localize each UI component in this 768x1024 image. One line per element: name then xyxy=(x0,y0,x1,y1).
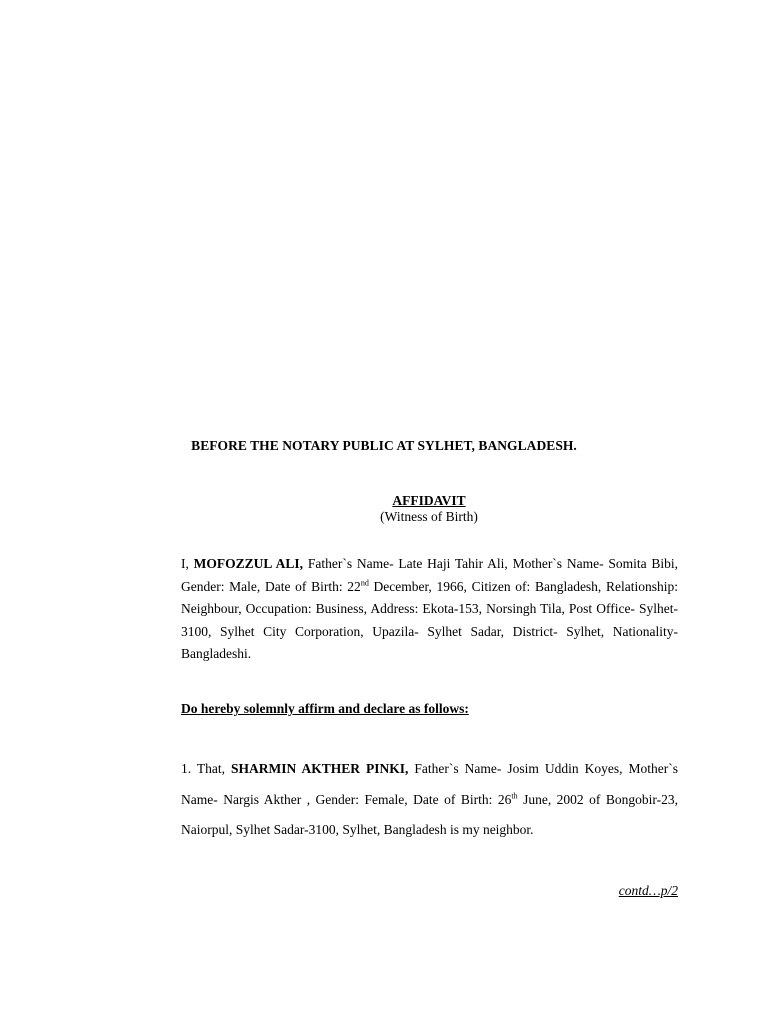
affidavit-subtitle: (Witness of Birth) xyxy=(380,509,478,524)
clause-1-paragraph xyxy=(181,754,678,846)
deponent-name: MOFOZZUL ALI, xyxy=(193,556,304,571)
clause-1-name: SHARMIN AKTHER PINKI, xyxy=(231,761,409,776)
notary-heading: BEFORE THE NOTARY PUBLIC AT SYLHET, BANGLADESH. xyxy=(191,438,577,453)
affidavit-title: AFFIDAVIT xyxy=(392,493,466,508)
clause-1-date-suffix: th xyxy=(511,791,518,800)
deponent-prefix: I, xyxy=(181,556,194,571)
continuation-note: contd…p/2 xyxy=(618,883,678,898)
deponent-details-a: Father`s Name- Late Haji Tahir Ali, Mother`s Name- Somita Bibi, Gender: Male, Date of Birth: 22 xyxy=(181,556,678,594)
clause-1-prefix: 1. That, xyxy=(181,761,231,776)
deponent-details-b: December, 1966, Citizen of: Bangladesh, Relationship: Neighbour, Occupation: Business, Address: Ekota-153, Norsingh Tila, Post Office- Sylhet-3100, Sylhet City Corporation, Upazila- Sylhet Sadar, District- Sylhet, Nationality-Bangladeshi. xyxy=(181,578,679,662)
deponent-date-suffix: nd xyxy=(360,578,369,588)
clause-1-details-b: June, 2002 of Bongobir-23, Naiorpul, Sylhet Sadar-3100, Sylhet, Bangladesh is my neighbor. xyxy=(181,791,679,837)
deponent-paragraph xyxy=(181,553,678,666)
declaration-line: Do hereby solemnly affirm and declare as follows: xyxy=(181,701,469,716)
clause-1-details-a: Father`s Name- Josim Uddin Koyes, Mother`s Name- Nargis Akther , Gender: Female, Date of Birth: 26 xyxy=(181,761,678,807)
